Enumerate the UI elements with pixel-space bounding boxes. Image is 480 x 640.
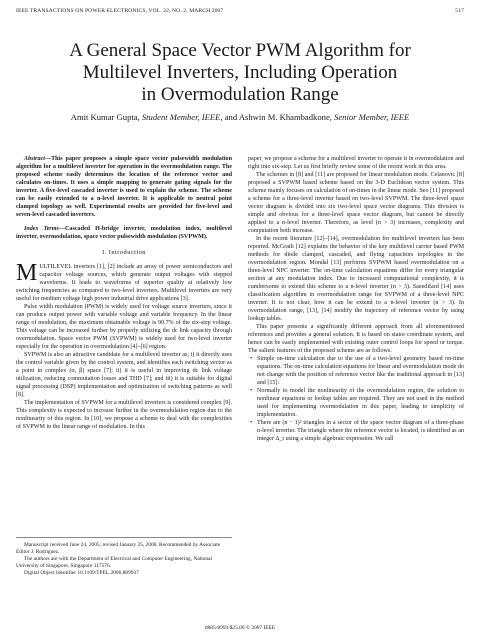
author-membership: Student Member, IEEE,	[141, 112, 223, 122]
author-name: Ashwin M. Khambadkone,	[238, 112, 332, 122]
footnote-doi: Digital Object Identifier 10.1109/TPEL.2006.889937	[24, 570, 139, 576]
body-paragraph: paper, we propose a scheme for a multilevel inverter to operate it in overmodulation and right into six-step. Let us first briefly review some of the recent work in this area.	[248, 156, 464, 170]
index-terms-text: Cascaded H-bridge inverter, modulation index, multilevel inverter, overmodulation, space vector pulsewidth modulation (SVPWM).	[16, 226, 233, 240]
author-membership: Senior Member, IEEE	[334, 112, 410, 122]
index-terms-label: Index Terms—	[24, 226, 66, 232]
title-line: Multilevel Inverters, Including Operation	[82, 62, 398, 83]
body-paragraph: This paper presents a significantly different approach from all aforementioned references and provides a general solution. It is based on stator coordinate system, and hence can be easily implemented with existing outer control loops for speed or torque. The salient features of the proposed scheme are as follows.	[248, 324, 464, 354]
paper-title	[30, 40, 450, 106]
paragraph-text: ULTILEVEL inverters [1], [2] include an array of power semiconductors and capacitor voltage sources, which generate output voltages with stepped waveforms. It leads to waveforms of superior quality at relatively low switching frequencies as compared to two-level inverters. Multilevel inverters are very useful for medium voltage high power industrial drive applications [3].	[16, 264, 232, 302]
page-number: 517	[455, 8, 464, 14]
title-line: in Overmodulation Range	[141, 84, 339, 105]
footnote-received: Manuscript received June 24, 2005; revised January 25, 2006. Recommended by Associate Editor J. Rodríguez.	[16, 542, 221, 555]
left-column	[16, 155, 232, 431]
body-paragraph: The schemes in [8] and [11] are proposed for linear modulation mode. Celanovic [8] proposed a SVPWM based scheme based on the 3-D Euclidean vector system. This scheme mainly focuses on calculation of on-times in the linear mode. Seo [11] proposed a scheme for a three-level inverter based on two-level SVPWM. The three-level space vector diagram is divided into six two-level space vector diagrams. This division is simple and obvious for a three-level space vector diagram, but cannot be directly applied to a n-level inverter. Therefore, as level (n > 3) increases, complexity and computation both increase.	[248, 172, 464, 234]
drop-cap: M	[16, 260, 38, 286]
feature-list-item: • Normally to model the nonlinearity of the overmodulation region, the solution to nonlinear equations or lookup tables are required. They are not used in the method used for implementing overmodulation in this paper, leading to simplicity of implementation.	[248, 387, 464, 419]
index-terms	[16, 225, 232, 241]
abstract-text: This paper proposes a simple space vector pulsewidth modulation algorithm for a multilevel inverter for operation in the overmodulation range. The proposed scheme easily determines the location of the reference vector and calculates on-times. It uses a simple mapping to generate gating signals for the inverter. A five-level cascaded inverter is used to explain the scheme. The scheme can be easily extended to a n-level inverter. It is applicable to neutral point clamped topology as well. Experimental results are provided for five-level and seven-level cascaded inverters.	[16, 156, 232, 218]
footnote-affiliation: The authors are with the Department of Electrical and Computer Engineering, National University of Singapore, Singapore 117576.	[16, 556, 213, 569]
right-column	[248, 155, 464, 443]
body-paragraph: The implementation of SVPWM for a multilevel inverters is considered complex [9]. This complexity is expected to increase further in the overmodulation region due to the nonlinearity of this region. In [10], we propose a scheme to deal with the complexities of SVPWM in the linear range of modulation. In this	[16, 400, 232, 430]
intro-paragraph	[16, 260, 232, 303]
author-conjunction: and	[224, 112, 238, 122]
footnote	[16, 537, 232, 577]
author-line	[10, 112, 470, 122]
feature-list-item: • Simple on-time calculation due to the use of a two-level geometry based on-time equations. The on-time calculation equations for linear and overmodulation mode do not change with the position of reference vector like the traditional approach in [13] and [15].	[248, 355, 464, 387]
body-paragraph: Pulse width modulation (PWM) is widely used for voltage source inverters, since it can produce output power with variable voltage and variable frequency. In the linear range of modulation, the maximum obtainable voltage is 90.7% of the six-step voltage. This voltage can be increased further by properly utilizing the dc link capacity through overmodulation. Space vector PWM (SVPWM) is widely used for two-level inverter especially for the operation in overmodulation [4]–[6] region.	[16, 304, 232, 350]
journal-name: IEEE TRANSACTIONS ON POWER ELECTRONICS, VOL. 22, NO. 2, MARCH 2007	[16, 8, 224, 14]
section-heading: I. Introduction	[102, 249, 146, 256]
feature-list-item: • There are (n − 1)² triangles in a sector of the space vector diagram of a three-phase n-level inverter. The triangle where the reference vector is located, is identified as an integer Δ_t using a simple algebraic expression. We call	[248, 419, 464, 443]
abstract-label: Abstract—	[24, 156, 52, 162]
body-paragraph: In the recent literature [12]–[14], overmodulation for multilevel inverters has been reported. McGrath [12] explains the behavior of the key multilevel carrier based PWM methods for diode clamped, cascaded, and flying capacitors topologies in the overmodulation region. Mondal [13] performs SVPWM based overmodulation on a three-level NPC inverter. The on-time calculation equations differ for every triangular section at any modulation index. Due to increased computational complexity, it is cumbersome to extend this scheme to a n-level inverter (n > 3). Saeedifard [14] uses classification algorithm in overmodulation range for SVPWM of a three-level NPC inverter. It is not clear, how it can be extend to a n-level inverter (n > 3). In overmodulation range, [13], [14] modify the trajectory of reference vector by using lookup tables.	[248, 236, 464, 322]
title-line: A General Space Vector PWM Algorithm for	[69, 40, 411, 61]
copyright-footer: 0885-8993/$25.00 © 2007 IEEE	[204, 625, 276, 631]
feature-list	[248, 355, 464, 443]
running-header	[16, 8, 464, 14]
body-paragraph: SVPWM is also an attractive candidate for a multilevel inverter as; i) it directly uses the control variable given by the control system, and identifies each switching vector as a point in complex (α, β) space [7]; ii) it is useful in improving dc link voltage utilization, reducing commutation losses and THD [7]; and iii) it is suitable for digital signal processing (DSP) implementation and optimization of switching patterns as well [8].	[16, 352, 232, 398]
abstract	[16, 155, 232, 219]
author-name: Amit Kumar Gupta,	[70, 112, 140, 122]
